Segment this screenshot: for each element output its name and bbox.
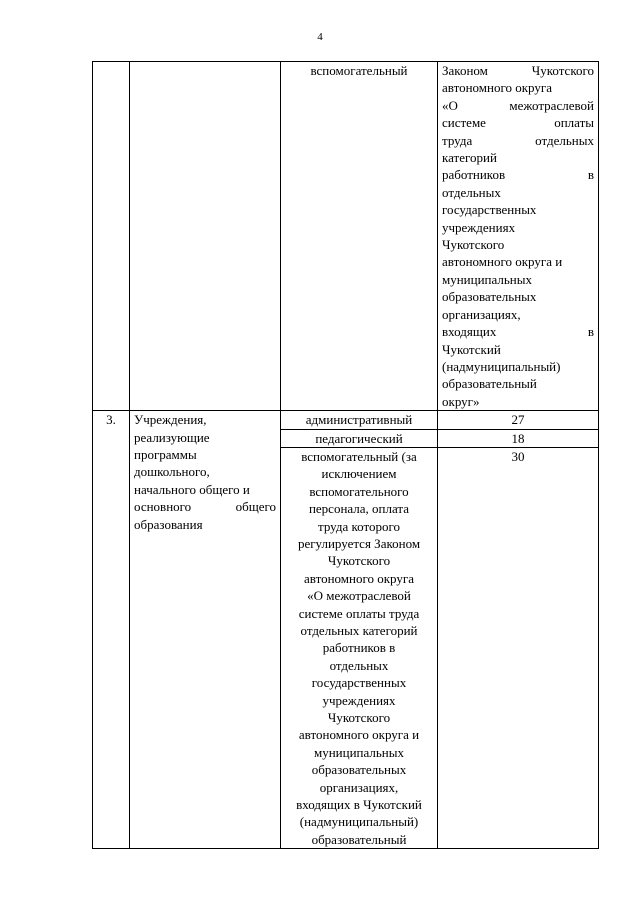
value-line: образовательных [442, 289, 537, 305]
word: основного [134, 499, 192, 515]
category-line: муниципальных [313, 744, 404, 760]
page-number: 4 [317, 31, 323, 43]
value-line: муниципальных [442, 271, 533, 287]
category-line: входящих в Чукотский [296, 797, 422, 813]
institution-line: реализующие [134, 429, 210, 445]
institution-line: образования [134, 516, 203, 532]
value-line [442, 97, 594, 114]
category-line: государственных [311, 675, 407, 691]
row-number-cell [93, 62, 130, 411]
value-line [442, 114, 594, 131]
category-line: образовательный [311, 831, 407, 847]
category-line: вспомогательный (за [301, 448, 417, 464]
category-cell: вспомогательный [281, 62, 438, 411]
word: в [587, 167, 594, 183]
category-line: организациях, [319, 779, 399, 795]
word: работников [442, 167, 506, 183]
category-line: автономного округа и [298, 727, 420, 743]
category-line: персонала, оплата [308, 501, 410, 517]
word: «О [442, 97, 458, 113]
institution-cell [130, 62, 281, 411]
value-line: автономного округа [442, 80, 552, 96]
value-line: категорий [442, 150, 497, 166]
category-line: отдельных категорий [300, 623, 418, 638]
word: входящих [442, 324, 497, 340]
word: в [587, 324, 594, 340]
value-line: Чукотского [442, 237, 505, 253]
category-cell-aux [281, 447, 438, 848]
word: оплаты [554, 115, 594, 131]
value-line: государственных [442, 202, 537, 218]
institution-line: программы [134, 446, 197, 462]
value-cell-admin: 27 [438, 411, 599, 429]
value-cell [438, 62, 599, 411]
category-line: автономного округа [304, 570, 414, 586]
value-line: организациях, [442, 306, 521, 322]
institution-cell [130, 411, 281, 849]
value-line: автономного округа и [442, 254, 563, 270]
table-row-3-admin [93, 411, 599, 429]
word: Чукотского [531, 63, 594, 78]
value-line [442, 166, 594, 183]
value-line [442, 62, 594, 79]
institution-line: дошкольного, [134, 464, 210, 480]
word: системе [442, 115, 486, 131]
category-cell-admin: административный [281, 411, 438, 429]
category-line: Чукотского [327, 710, 391, 726]
category-line: Чукотского [327, 553, 391, 569]
row-number-cell: 3. [93, 411, 130, 849]
institution-line: Учреждения, [134, 412, 207, 428]
value-cell-aux: 30 [438, 447, 599, 848]
value-line: округ» [442, 393, 480, 409]
staff-category-table [92, 61, 599, 849]
category-line: труда которого [318, 518, 400, 534]
category-line: образовательных [311, 762, 407, 778]
word: общего [235, 499, 276, 515]
value-line: учреждениях [442, 219, 516, 235]
institution-line: начального общего и [134, 481, 250, 497]
word: труда [442, 132, 473, 148]
category-line: учреждениях [322, 692, 396, 708]
category-line: системе оплаты труда [298, 605, 420, 621]
category-line: вспомогательного [309, 483, 409, 499]
category-line: (надмуниципальный) [299, 814, 419, 830]
word: межотраслевой [509, 97, 594, 113]
category-line: регулируется Законом [297, 535, 421, 551]
value-line [442, 323, 594, 340]
category-cell-ped: педагогический [281, 429, 438, 447]
value-line: отдельных [442, 184, 501, 200]
value-line: Чукотский [442, 341, 501, 357]
category-line: исключением [321, 466, 397, 482]
value-line: образовательный [442, 376, 537, 392]
value-line [442, 132, 594, 149]
institution-line [134, 498, 276, 515]
value-cell-ped: 18 [438, 429, 599, 447]
category-line: работников в [322, 640, 396, 656]
value-line: (надмуниципальный) [442, 358, 561, 374]
category-line: «О межотраслевой [307, 588, 411, 604]
word: отдельных [535, 132, 594, 148]
table-row-continuation [93, 62, 599, 411]
word: Законом [442, 63, 488, 78]
category-line: отдельных [329, 657, 389, 673]
